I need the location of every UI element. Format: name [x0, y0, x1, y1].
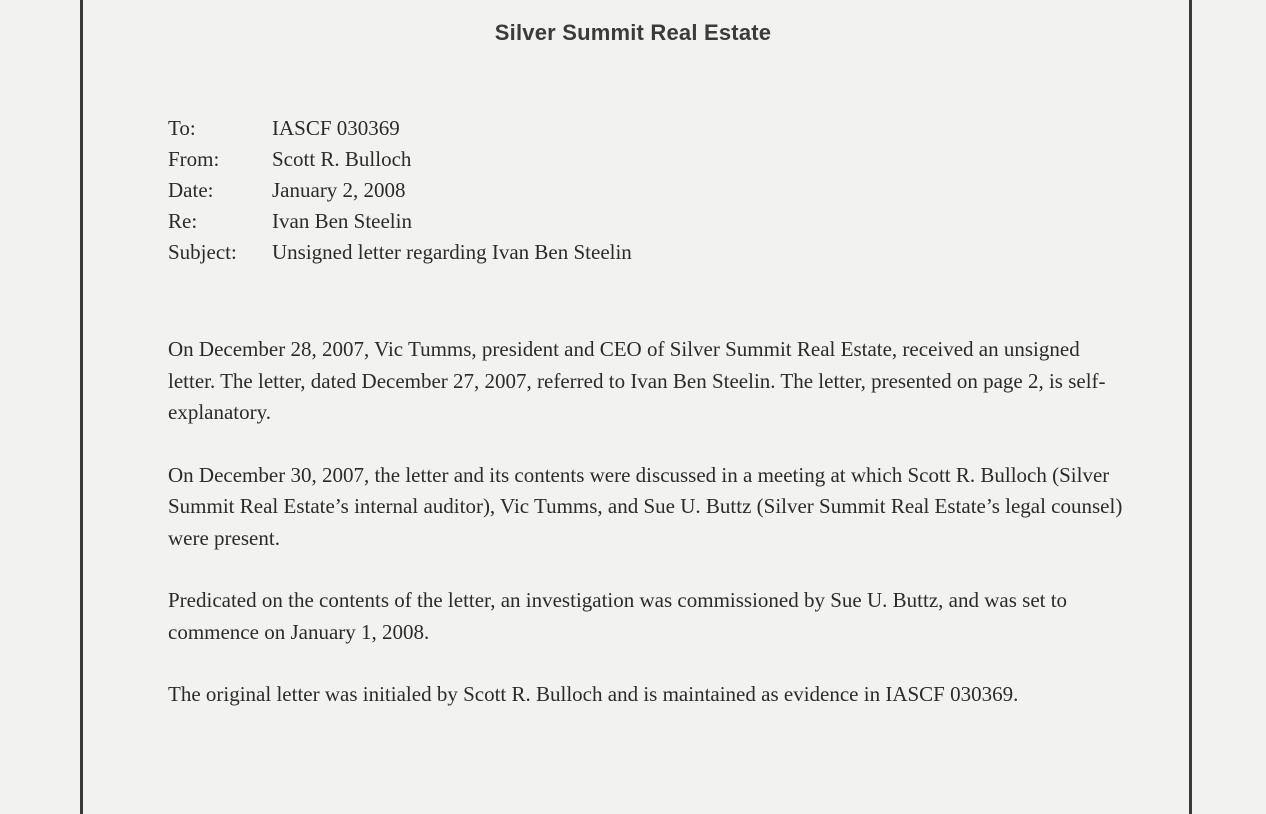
- company-title: Silver Summit Real Estate: [494, 20, 772, 45]
- memo-row-date: [168, 175, 632, 206]
- body-paragraph: On December 28, 2007, Vic Tumms, president and CEO of Silver Summit Real Estate, received an unsigned letter. The letter, dated December 27, 2007, referred to Ivan Ben Steelin. The letter, presented on page 2, is self-explanatory.: [168, 337, 1106, 424]
- memo-label: From:: [168, 147, 220, 171]
- memo-body: [168, 334, 1128, 742]
- memo-value: Unsigned letter regarding Ivan Ben Steelin: [272, 240, 632, 264]
- memo-row-to: [168, 113, 632, 144]
- memo-value: January 2, 2008: [272, 178, 406, 202]
- memo-value: Ivan Ben Steelin: [272, 209, 412, 233]
- body-paragraph: Predicated on the contents of the letter, an investigation was commissioned by Sue U. Buttz, and was set to commence on January 1, 2008.: [168, 588, 1068, 644]
- body-paragraph: The original letter was initialed by Scott R. Bulloch and is maintained as evidence in IASCF 030369.: [168, 682, 1019, 706]
- memo-value: Scott R. Bulloch: [272, 147, 412, 171]
- memo-row-re: [168, 206, 632, 237]
- memo-row-subject: [168, 237, 632, 268]
- memo-label: Subject:: [168, 240, 237, 264]
- memo-value: IASCF 030369: [272, 116, 400, 140]
- body-paragraph: On December 30, 2007, the letter and its contents were discussed in a meeting at which Scott R. Bulloch (Silver Summit Real Estate’s internal auditor), Vic Tumms, and Sue U. Buttz (Silver Summit Real Estate’s legal counsel) were present.: [168, 462, 1123, 550]
- memo-label: Re:: [168, 209, 198, 233]
- memo-row-from: [168, 144, 632, 175]
- memo-header: [168, 113, 632, 268]
- memo-label: To:: [168, 116, 196, 140]
- memo-label: Date:: [168, 178, 214, 202]
